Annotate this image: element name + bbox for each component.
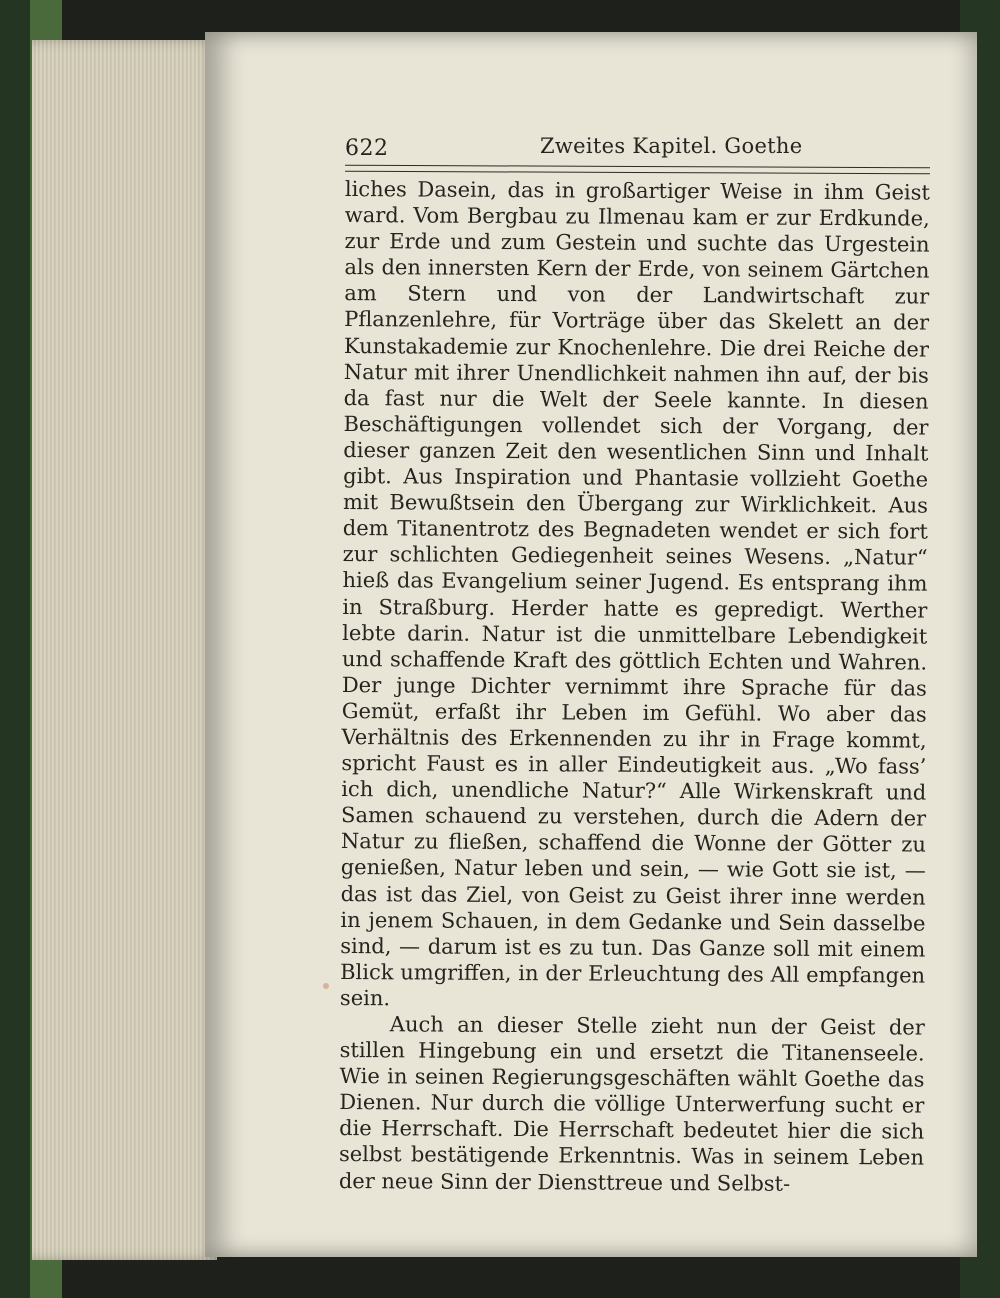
paragraph: Auch an dieser Stelle zieht nun der Geist der stillen Hingebung ein und ersetzt die Titanenseele. Wie in seinen Regierungsgeschäften wählt Goethe das Dienen. Nur durch die völlige Unterwerfung sucht er die Herrschaft. Die Herrschaft bedeutet hier die sich selbst bestätigende Erkenntnis. Was in seinem Leben der neue Sinn der Diensttreue und Selbst- (338, 1012, 925, 1196)
page-spot (323, 983, 329, 989)
body-text (338, 176, 930, 1196)
page-number: 622 (345, 136, 389, 161)
book-spine-shadow (0, 0, 30, 1298)
page-edges (32, 40, 217, 1260)
page-header (345, 132, 930, 166)
paragraph: liches Dasein, das in großartiger Weise in ihm Geist ward. Vom Bergbau zu Ilmenau kam er zur Erdkunde, zur Erde und zum Gestein und suchte das Urgestein als den innersten Kern der Erde, von seinem Gärtchen am Stern und von der Landwirtschaft zur Pflanzenlehre, für Vorträge über das Skelett an der Kunstakademie zur Knochenlehre. Die drei Reiche der Natur mit ihrer Unendlichkeit nahmen ihn auf, der bis da fast nur die Welt der Seele kannte. In diesen Beschäftigungen vollendet sich der Vorgang, der dieser ganzen Zeit den wesentlichen Sinn und Inhalt gibt. Aus Inspiration und Phantasie vollzieht Goethe mit Bewußtsein den Übergang zur Wirklichkeit. Aus dem Titanentrotz des Begnadeten wendet er sich fort zur schlichten Gediegenheit seines Wesens. „Natur“ hieß das Evangelium seiner Jugend. Es entsprang ihm in Straßburg. Herder hatte es gepredigt. Werther lebte darin. Natur ist die unmittelbare Lebendigkeit und schaffende Kraft des göttlich Echten und Wahren. Der junge Dichter vernimmt ihre Sprache für das Gemüt, erfaßt ihr Leben im Gefühl. Wo aber das Verhältnis des Erkennenden zu ihr in Frage kommt, spricht Faust es in aller Eindeutigkeit aus. „Wo fass’ ich dich, unendliche Natur?“ Alle Wirkenskraft und Samen schauend zu verstehen, durch die Adern der Natur zu fließen, schaffend die Wonne der Götter zu genießen, Natur leben und sein, — wie Gott sie ist, — das ist das Ziel, von Geist zu Geist ihrer inne werden in jenem Schauen, in dem Gedanke und Sein dasselbe sind, — darum ist es zu tun. Das Ganze soll mit einem Blick umgriffen, in der Erleuchtung des All empfangen sein. (339, 176, 930, 1011)
running-head: Zweites Kapitel. Goethe (540, 134, 803, 158)
